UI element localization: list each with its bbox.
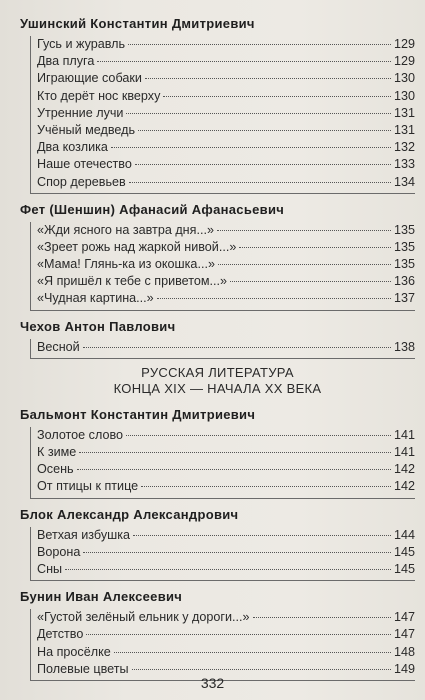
dot-leader [126, 113, 391, 114]
dot-leader [97, 61, 391, 62]
dot-leader [145, 78, 391, 79]
contents-group-1 [20, 14, 415, 359]
entry-page-number: 130 [393, 88, 415, 103]
author-entries [30, 609, 415, 681]
dot-leader [163, 96, 391, 97]
entry-page-number: 131 [393, 105, 415, 120]
entry-title: Два плуга [37, 54, 95, 69]
toc-entry [31, 53, 415, 70]
toc-entry [31, 561, 415, 578]
toc-entry [31, 222, 415, 239]
entry-page-number: 137 [393, 291, 415, 306]
entry-page-number: 149 [393, 661, 415, 676]
entry-title: Учёный медведь [37, 122, 136, 137]
toc-entry [31, 139, 415, 156]
entry-title: Утренние лучи [37, 105, 124, 120]
toc-entry [31, 626, 415, 643]
dot-leader [114, 652, 391, 653]
toc-entry [31, 88, 415, 105]
entry-page-number: 145 [393, 561, 415, 576]
dot-leader [217, 230, 391, 231]
entry-title: «Зреет рожь над жаркой нивой...» [37, 239, 237, 254]
entry-title: «Чудная картина...» [37, 291, 154, 306]
entry-title: Сны [37, 561, 63, 576]
toc-entry [31, 273, 415, 290]
period-heading-line2: КОНЦА XIX — НАЧАЛА XX ВЕКА [113, 380, 322, 396]
entry-page-number: 131 [393, 122, 415, 137]
toc-entry [31, 609, 415, 626]
entry-page-number: 129 [393, 54, 415, 69]
entry-title: Наше отечество [37, 157, 132, 172]
entry-title: Детство [37, 627, 84, 642]
entry-title: Золотое слово [37, 427, 124, 442]
entry-title: К зиме [37, 445, 77, 459]
toc-entry [31, 122, 415, 139]
entry-title: От птицы к птице [37, 479, 139, 494]
entry-title: «Мама! Глянь-ка из окошка...» [37, 257, 215, 272]
dot-leader [111, 147, 391, 148]
entry-title: «Я пришёл к тебе с приветом...» [37, 274, 228, 289]
toc-entry [31, 70, 415, 87]
dot-leader [138, 130, 391, 131]
entry-title: Ворона [37, 544, 81, 559]
toc-entry [31, 444, 415, 461]
toc-entry [31, 461, 415, 478]
toc-entry [31, 105, 415, 122]
author-heading: Чехов Антон Павлович [20, 318, 176, 334]
author-heading: Ушинский Константин Дмитриевич [20, 16, 255, 31]
author-heading: Фет (Шеншин) Афанасий Афанасьевич [20, 201, 285, 217]
dot-leader [83, 347, 391, 348]
author-heading: Бальмонт Константин Дмитриевич [20, 406, 256, 422]
toc-entry [31, 427, 415, 444]
entry-title: На просёлке [37, 644, 111, 659]
entry-title: Осень [37, 462, 74, 477]
dot-leader [86, 634, 391, 635]
author-heading: Бунин Иван Алексеевич [20, 589, 183, 605]
entry-page-number: 142 [393, 479, 415, 494]
entry-page-number: 135 [393, 239, 415, 254]
entry-title: «Густой зелёный ельник у дороги...» [37, 610, 250, 625]
entry-page-number: 129 [393, 37, 415, 51]
entry-title: Спор деревьев [37, 174, 126, 189]
dot-leader [135, 164, 391, 165]
entry-title: Гусь и журавль [37, 37, 126, 51]
entry-page-number: 147 [393, 627, 415, 642]
dot-leader [79, 452, 391, 453]
page-number: 332 [200, 675, 225, 691]
dot-leader [77, 469, 391, 470]
dot-leader [126, 435, 391, 436]
dot-leader [253, 617, 391, 618]
entry-page-number: 138 [393, 339, 415, 354]
entry-title: Ветхая избушка [37, 527, 131, 542]
entry-page-number: 145 [393, 544, 415, 559]
entry-title: Два козлика [37, 140, 108, 155]
entry-page-number: 148 [393, 644, 415, 659]
dot-leader [83, 552, 391, 553]
entry-page-number: 141 [393, 445, 415, 459]
entry-page-number: 144 [393, 527, 415, 542]
dot-leader [129, 182, 391, 183]
entry-page-number: 141 [393, 427, 415, 442]
author-heading: Блок Александр Александрович [20, 506, 239, 522]
toc-entry [31, 256, 415, 273]
toc-entry [31, 644, 415, 661]
period-heading [20, 365, 415, 397]
entry-page-number: 133 [393, 157, 415, 172]
contents-group-2 [20, 405, 415, 681]
author-entries [30, 427, 415, 499]
toc-entry [31, 544, 415, 561]
dot-leader [157, 298, 391, 299]
author-entries [30, 527, 415, 582]
toc-entry [31, 339, 415, 356]
dot-leader [230, 281, 391, 282]
dot-leader [133, 535, 391, 536]
entry-title: Весной [37, 339, 80, 354]
entry-page-number: 147 [393, 610, 415, 625]
author-entries [30, 222, 415, 311]
toc-entry [31, 239, 415, 256]
entry-page-number: 134 [393, 174, 415, 189]
entry-page-number: 135 [393, 222, 415, 237]
dot-leader [128, 44, 391, 45]
entry-page-number: 130 [393, 71, 415, 86]
entry-title: Полевые цветы [37, 661, 129, 676]
toc-entry [31, 290, 415, 307]
toc-entry [31, 156, 415, 173]
entry-page-number: 136 [393, 274, 415, 289]
author-entries [30, 339, 415, 359]
toc-entry [31, 527, 415, 544]
toc-entry [31, 36, 415, 53]
entry-title: Играющие собаки [37, 71, 142, 86]
entry-title: «Жди ясного на завтра дня...» [37, 222, 214, 237]
table-of-contents [20, 14, 415, 687]
entry-page-number: 135 [393, 257, 415, 272]
dot-leader [65, 569, 391, 570]
dot-leader [239, 247, 391, 248]
entry-page-number: 132 [393, 140, 415, 155]
period-heading-line1: РУССКАЯ ЛИТЕРАТУРА [141, 364, 294, 380]
dot-leader [132, 669, 391, 670]
dot-leader [218, 264, 391, 265]
entry-page-number: 142 [393, 462, 415, 477]
toc-entry [31, 478, 415, 495]
toc-entry [31, 174, 415, 191]
entry-title: Кто дерёт нос кверху [37, 88, 161, 103]
author-entries [30, 36, 415, 194]
dot-leader [141, 486, 391, 487]
